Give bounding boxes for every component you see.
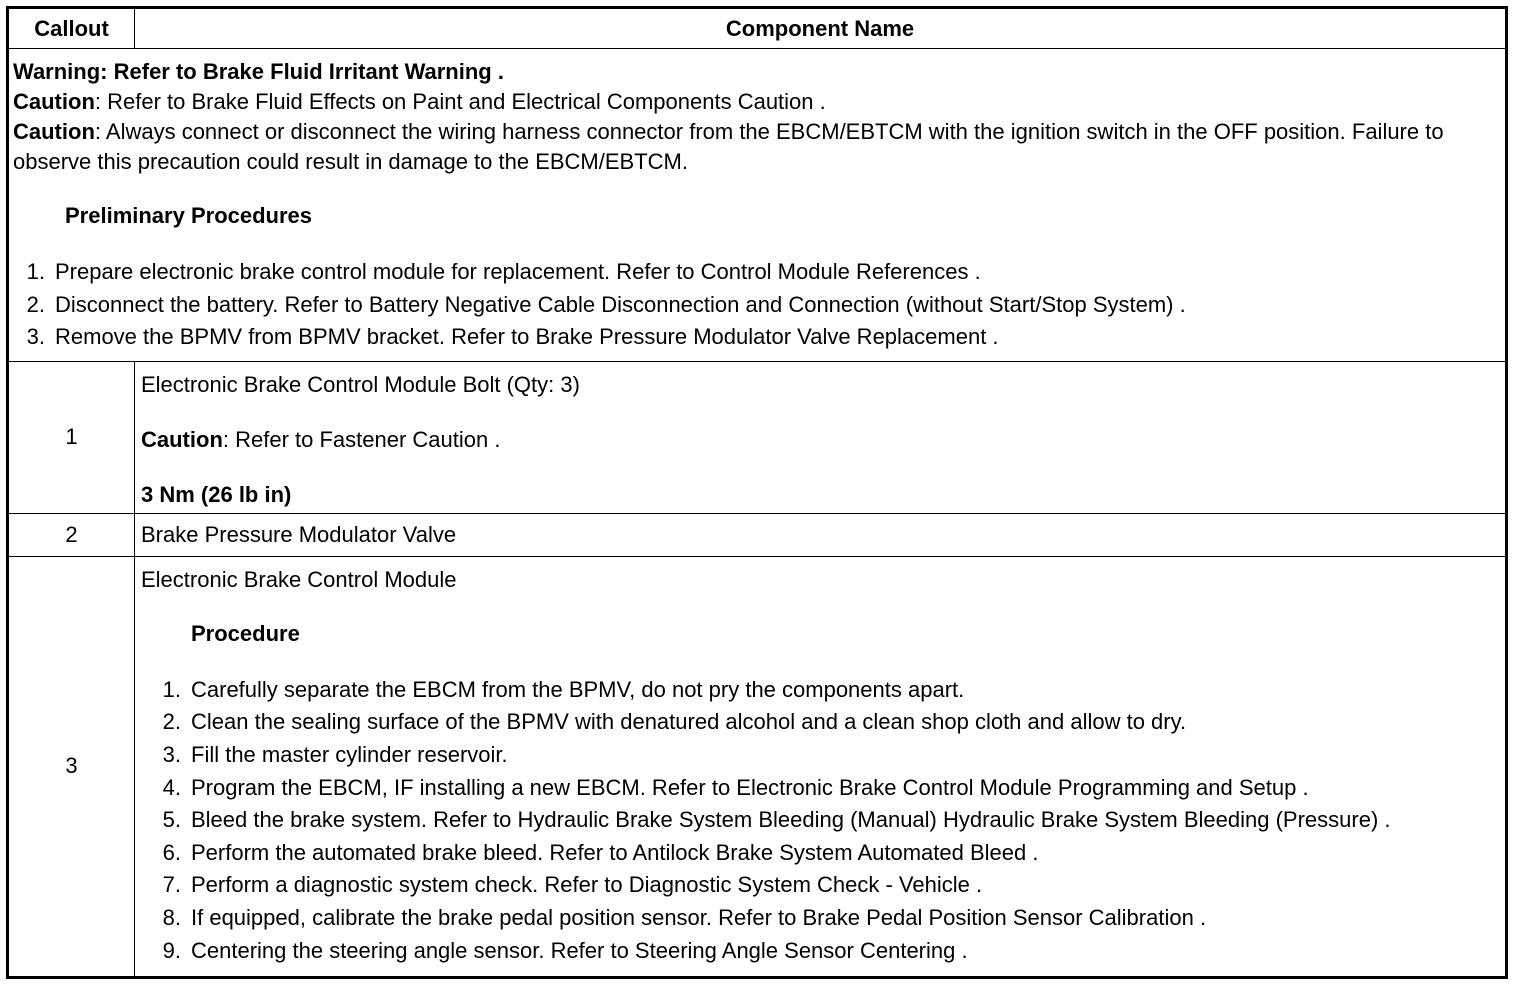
step-text: Fill the master cylinder reservoir.: [191, 741, 508, 767]
step-number: 2.: [26, 291, 45, 317]
step-text: Disconnect the battery. Refer to Battery Negative Cable Disconnection and Connection (without Start/Stop System) .: [55, 291, 1186, 317]
preliminary-procedures-heading: Preliminary Procedures: [65, 203, 313, 228]
callout-number: 2: [9, 514, 135, 556]
caution-label: Caution: [13, 119, 95, 144]
list-item: [141, 773, 1505, 803]
caution-label: Caution: [13, 89, 95, 114]
caution-label: Caution: [141, 426, 223, 452]
table-header-row: [9, 9, 1505, 49]
step-number: 1.: [26, 259, 45, 284]
step-number: 9.: [162, 937, 181, 963]
list-item: [141, 707, 1505, 737]
step-number: 8.: [162, 904, 181, 930]
step-text: Perform the automated brake bleed. Refer to Antilock Brake System Automated Bleed .: [191, 839, 1039, 865]
preliminary-steps-list: [13, 257, 1499, 352]
step-number: 6.: [162, 839, 181, 865]
step-text: Remove the BPMV from BPMV bracket. Refer to Brake Pressure Modulator Valve Replacement .: [55, 324, 999, 350]
list-item: [141, 675, 1505, 705]
caution-text: : Always connect or disconnect the wiring harness connector from the EBCM/EBTCM with the ignition switch in the OFF position. Failure to observe this precaution could result in damage to the EBCM/EBTCM.: [13, 119, 1444, 174]
step-text: Centering the steering angle sensor. Refer to Steering Angle Sensor Centering .: [191, 937, 968, 963]
step-number: 4.: [162, 774, 181, 800]
table-row: [9, 362, 1505, 514]
list-item: [141, 936, 1505, 966]
step-text: Prepare electronic brake control module for replacement. Refer to Control Module References .: [55, 259, 981, 284]
list-item: [13, 257, 1499, 287]
step-number: 3.: [162, 741, 181, 767]
component-cell: [135, 557, 1505, 976]
caution-line-1: [13, 87, 1499, 117]
table-row: [9, 514, 1505, 557]
list-item: [141, 838, 1505, 868]
table-row: [9, 557, 1505, 976]
component-cell: [135, 362, 1505, 513]
step-number: 3.: [26, 324, 45, 350]
list-item: [141, 805, 1505, 835]
component-cell: [135, 514, 1505, 556]
procedure-steps-list: [141, 675, 1505, 966]
procedure-heading: Procedure: [191, 620, 300, 646]
list-item: [141, 740, 1505, 770]
step-text: If equipped, calibrate the brake pedal position sensor. Refer to Brake Pedal Position Sensor Calibration .: [191, 904, 1207, 930]
list-item: [141, 870, 1505, 900]
warning-line: [13, 57, 1499, 87]
list-item: [13, 290, 1499, 320]
list-item: [141, 903, 1505, 933]
callout-column-header: Callout: [9, 9, 135, 48]
step-text: Carefully separate the EBCM from the BPMV, do not pry the components apart.: [191, 676, 965, 702]
callout-number: 3: [9, 557, 135, 976]
component-name: Brake Pressure Modulator Valve: [141, 521, 457, 547]
step-text: Program the EBCM, IF installing a new EBCM. Refer to Electronic Brake Control Module Programming and Setup .: [191, 774, 1309, 800]
notes-cell: [9, 49, 1505, 361]
warning-label: Warning:: [13, 59, 108, 84]
caution-text: : Refer to Brake Fluid Effects on Paint and Electrical Components Caution .: [94, 89, 826, 114]
notes-row: [9, 49, 1505, 362]
step-number: 5.: [162, 807, 181, 833]
caution-line-2: [13, 117, 1499, 177]
step-number: 1.: [162, 676, 181, 702]
component-name-column-header: Component Name: [725, 15, 915, 41]
component-name: Electronic Brake Control Module: [141, 566, 457, 592]
component-name: Electronic Brake Control Module Bolt (Qty: 3): [141, 371, 580, 397]
warning-text: Refer to Brake Fluid Irritant Warning .: [113, 59, 504, 84]
list-item: [13, 322, 1499, 352]
step-text: Perform a diagnostic system check. Refer to Diagnostic System Check - Vehicle .: [191, 872, 983, 898]
callout-number: 1: [9, 362, 135, 513]
step-number: 2.: [162, 709, 181, 735]
component-table: [6, 6, 1508, 979]
step-text: Bleed the brake system. Refer to Hydraulic Brake System Bleeding (Manual) Hydraulic Brake System Bleeding (Pressure) .: [191, 807, 1391, 833]
step-text: Clean the sealing surface of the BPMV with denatured alcohol and a clean shop cloth and allow to dry.: [191, 709, 1187, 735]
caution-text: : Refer to Fastener Caution .: [222, 426, 501, 452]
caution-line: [141, 425, 1505, 455]
torque-spec: 3 Nm (26 lb in): [141, 481, 292, 507]
step-number: 7.: [162, 872, 181, 898]
